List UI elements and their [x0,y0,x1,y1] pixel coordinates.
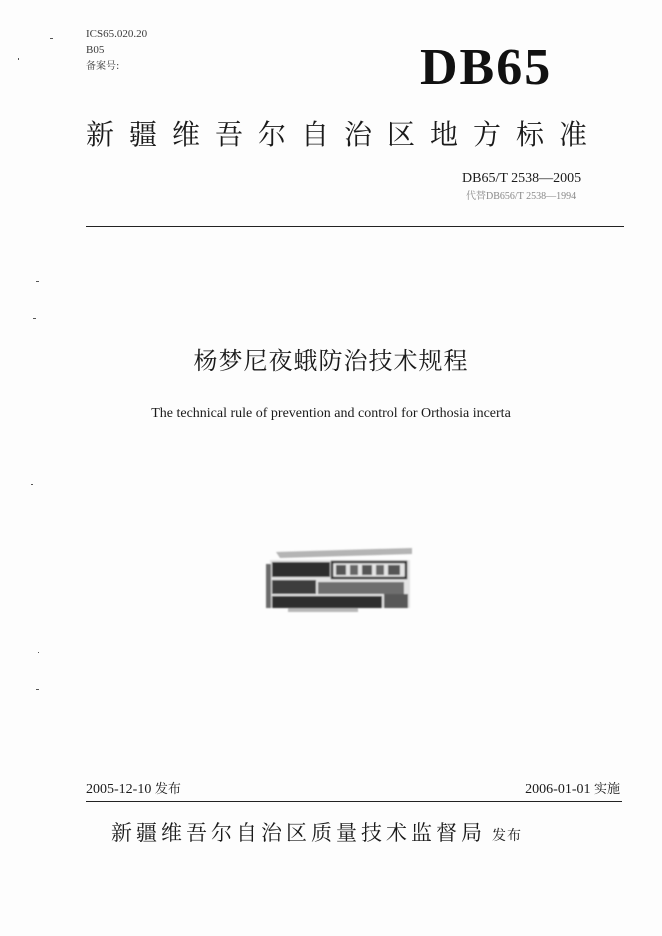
document-title-en: The technical rule of prevention and control for Orthosia incerta [151,406,511,421]
implementation-date: 2006-01-01 [525,782,591,797]
db65-logo: DB65 [420,39,553,96]
scan-speck [36,281,39,282]
scan-speck [18,58,19,60]
scan-speck [31,484,33,485]
standard-type-heading: 新疆维吾尔自治区地方标准 [86,118,603,151]
footer-divider [86,801,622,802]
scan-speck [33,318,36,319]
issue-date: 2005-12-10 [86,782,152,797]
implementation-date-line [525,781,620,799]
issue-label: 发布 [154,782,181,797]
replaces-standard: 代替DB656/T 2538—1994 [466,191,577,202]
header-divider [86,226,624,227]
classification-code: B05 [86,44,105,56]
implementation-label: 实施 [593,782,620,797]
library-stamp [262,544,414,616]
document-title-cn: 杨梦尼夜蛾防治技术规程 [193,347,469,375]
issue-date-line [86,781,181,799]
ics-code: ICS65.020.20 [86,28,148,40]
scan-speck [38,652,39,653]
scan-speck [50,38,53,39]
scan-speck [36,689,39,690]
record-number-label: 备案号: [86,61,120,72]
publisher-name: 新疆维吾尔自治区质量技术监督局 [111,821,486,845]
standard-number: DB65/T 2538—2005 [462,171,582,186]
publisher-line [111,818,522,851]
publisher-suffix: 发布 [492,828,522,844]
